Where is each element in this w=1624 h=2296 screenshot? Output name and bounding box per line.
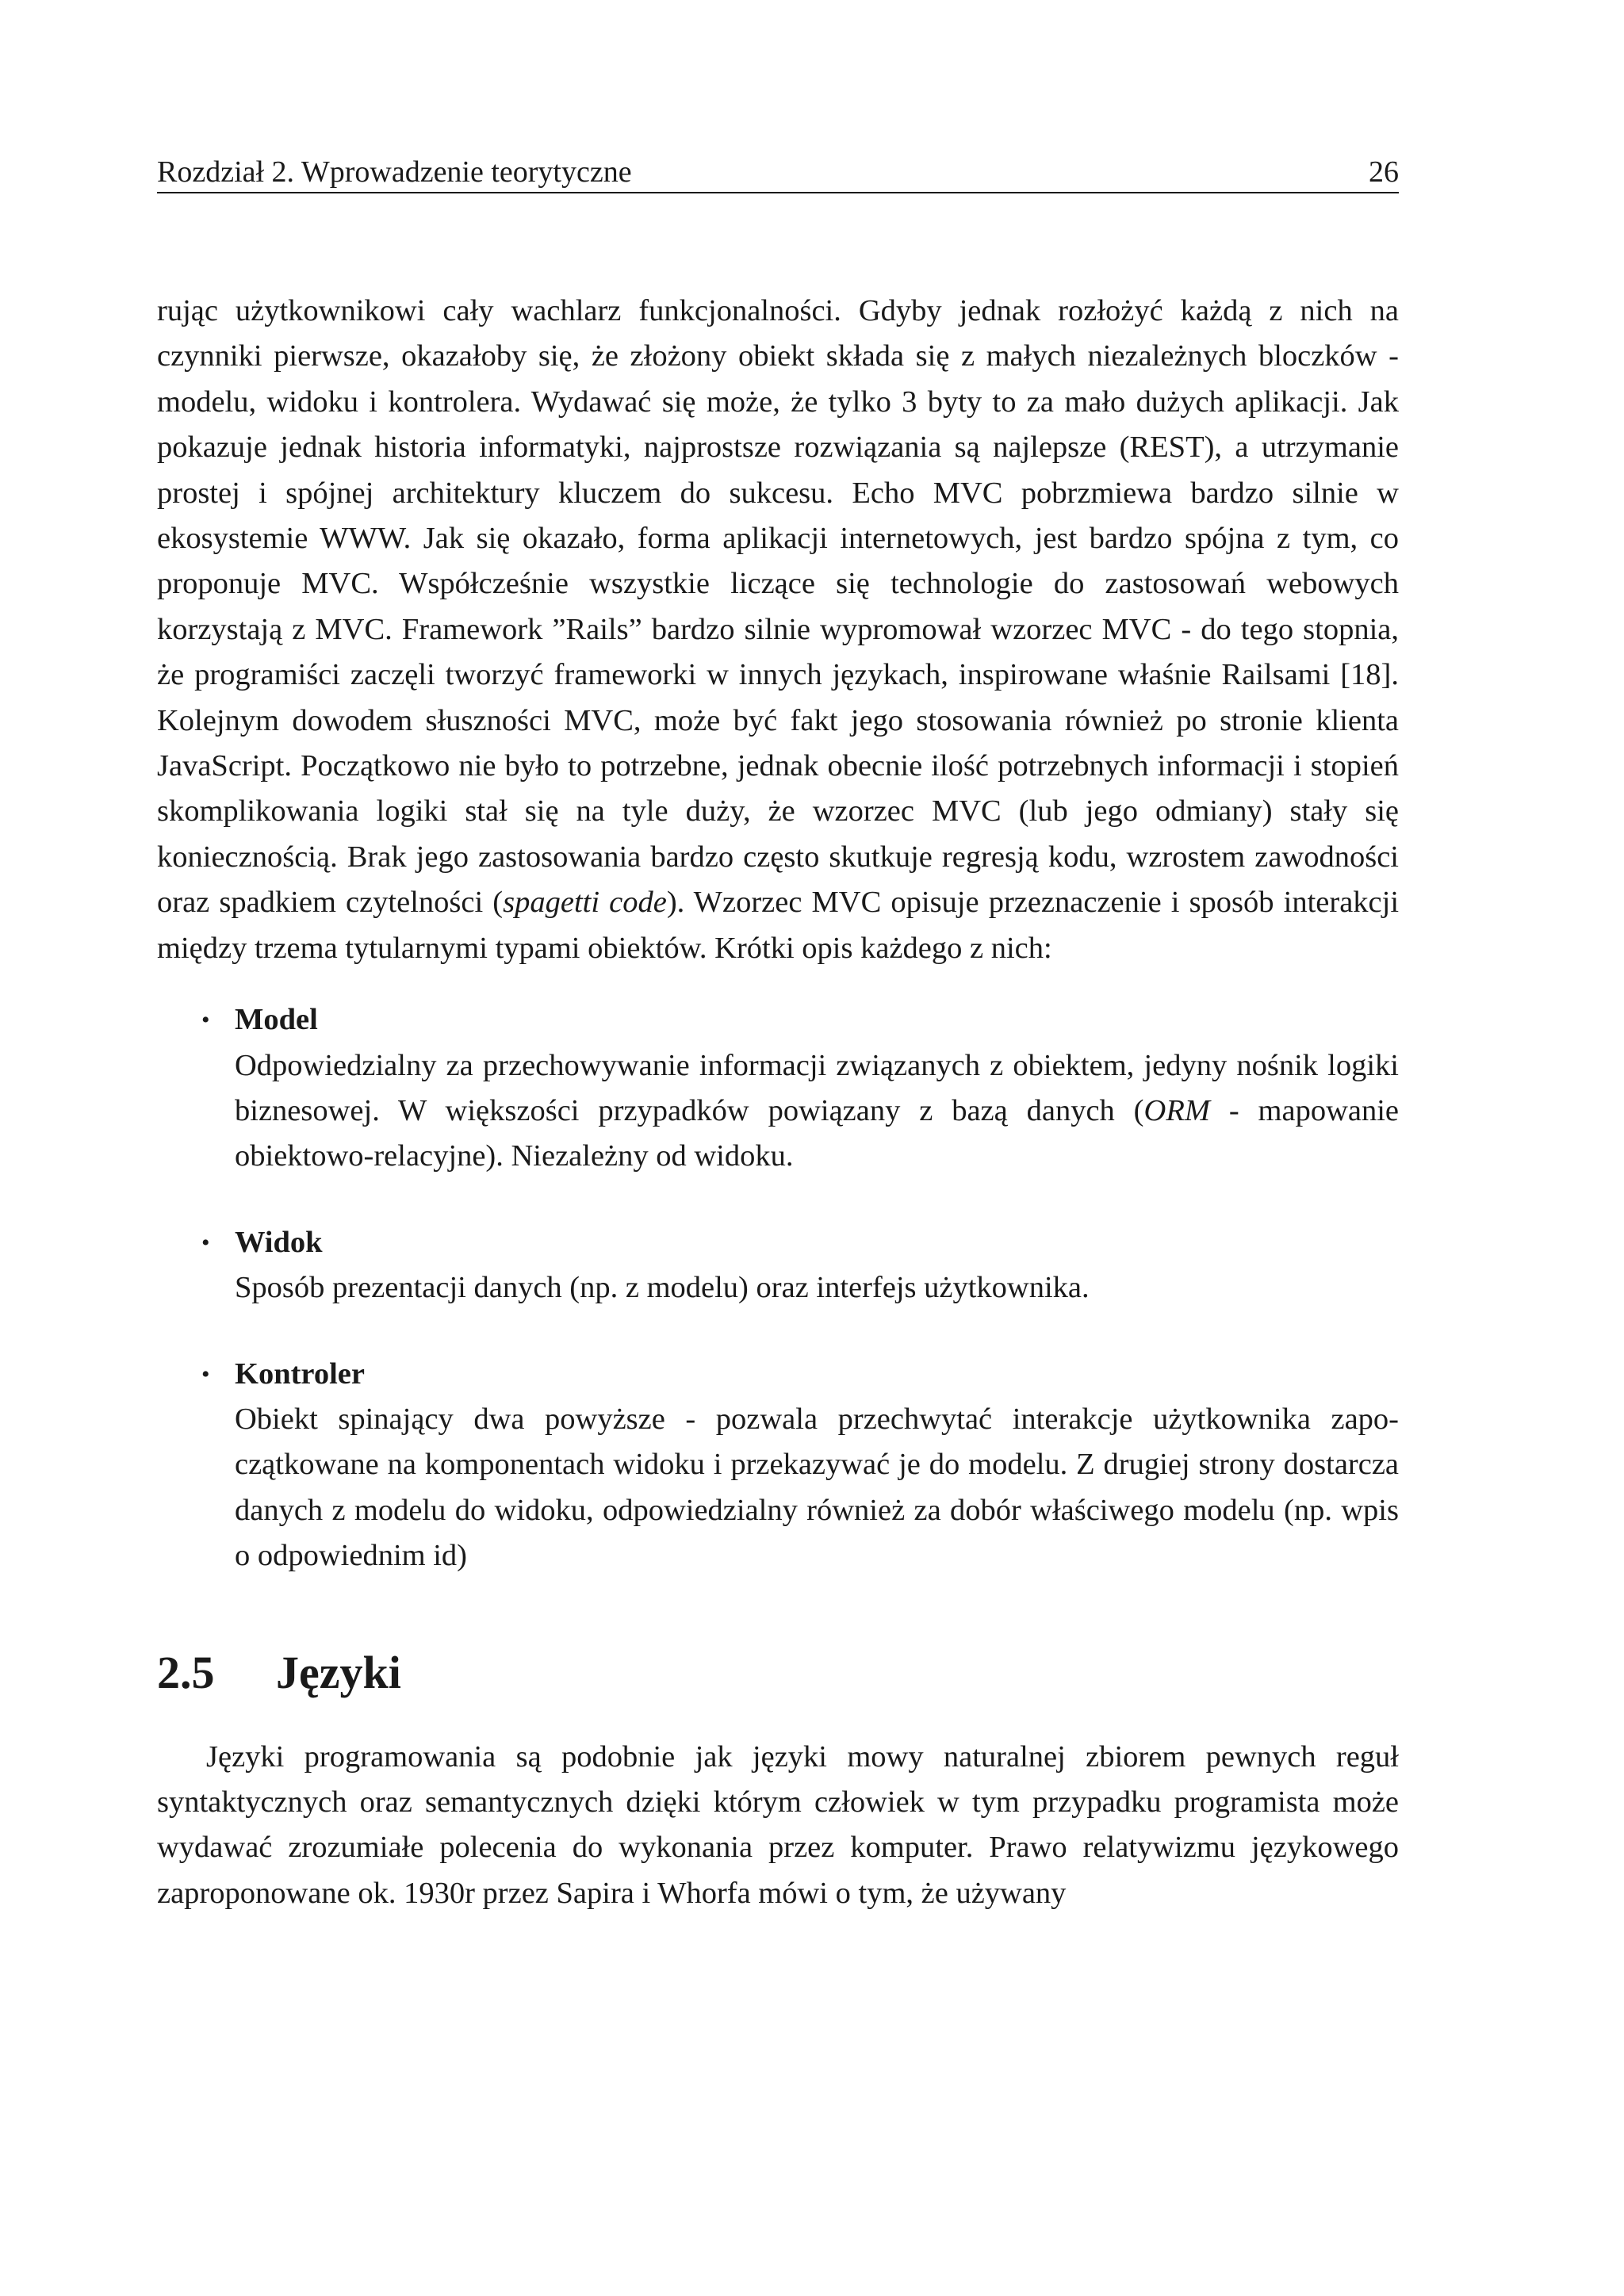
list-item-title: Model <box>235 1003 318 1037</box>
list-item-text: Obiekt spinający dwa powyższe - pozwala przechwytać interakcje użytkownika zapoczątkowane na komponentach widoku i przekazywać je do modelu. Z drugiej strony dostarcza danych z modelu do widoku, odpowiedzialny również za dobór właściwego modelu (np. wpis o odpowiednim id) <box>235 1402 1399 1573</box>
intro-paragraph <box>157 289 1399 971</box>
list-item-model <box>157 997 1399 1180</box>
page-body <box>157 289 1399 1916</box>
intro-text-1: rując użytkownikowi cały wachlarz funkcjonalności. Gdyby jednak rozłożyć każdą z nich na czynniki pierwsze, okazałoby się, że złożony obiekt składa się z małych niezależnych bloczków - modelu, widoku i kontrolera. Wydawać się może, że tylko 3 byty to za mało dużych aplikacji. Jak pokazuje jednak historia informatyki, najprostsze rozwiązania są najlepsze (REST), a utrzymanie prostej i spójnej architektury kluczem do sukcesu. Echo MVC pobrzmiewa bardzo silnie w ekosystemie WWW. Jak się okazało, forma aplikacji internetowych, jest bardzo spójna z tym, co proponuje MVC. Współcześnie wszystkie liczące się technologie do zastosowań webowych korzystają z MVC. Framework ”Rails” bardzo silnie wypromował wzorzec MVC - do tego stopnia, że programiści zaczęli tworzyć frameworki w innych językach, inspirowane właśnie Railsami [18]. Kolejnym dowodem słuszności MVC, może być fakt jego stosowania również po stronie klienta JavaScript. Początkowo nie było to potrzebne, jednak obecnie ilość potrzebnych informacji i stopień skomplikowania logiki stał się na tyle duży, że wzorzec MVC (lub jego odmiany) stały się koniecznością. Brak jego zastosowania bardzo często skutkuje regresją kodu, wzrostem zawodności oraz spadkiem czytelności ( <box>157 294 1399 920</box>
list-item-text <box>235 1043 1399 1180</box>
bullet: • <box>201 1229 210 1256</box>
list-item-text: Sposób prezentacji danych (np. z modelu) oraz interfejs użytkownika. <box>235 1271 1090 1305</box>
list-item-title: Kontroler <box>235 1357 365 1391</box>
page-number: 26 <box>1369 155 1399 189</box>
section-title: Języki <box>276 1646 401 1698</box>
bullet: • <box>201 1007 210 1034</box>
chapter-title: Rozdział 2. Wprowadzenie teorytyczne <box>157 155 632 189</box>
section-paragraph: Języki programowania są podobnie jak języki mowy naturalnej zbiorem pewnych reguł syntaktycznych oraz semantycznych dzięki którym człowiek w tym przypadku programista może wydawać zrozumiałe polecenia do wykonania przez komputer. Prawo relatywizmu językowego zaproponowane ok. 1930r przez Sapira i Whorfa mówi o tym, że używany <box>157 1739 1399 1910</box>
running-header <box>157 152 1399 193</box>
list-item-text-part: - mapowanie obiektowo-relacyjne). Niezależny od widoku. <box>235 1093 1399 1173</box>
list-item-title: Widok <box>235 1225 323 1259</box>
list-item-kontroler <box>157 1352 1399 1579</box>
intro-text-2: ). Wzorzec MVC opisuje przeznaczenie i sposób interakcji między trzema tytularnymi typami obiektów. Krótki opis każdego z nich: <box>157 886 1400 965</box>
list-item-italic-term: ORM <box>1143 1093 1210 1127</box>
list-item-text-part: Odpowiedzialny za przechowywanie informacji związanych z obiektem, jedyny nośnik logiki biznesowej. W większości przypadków powiązany z bazą danych ( <box>235 1048 1399 1127</box>
document-page <box>157 0 1399 2296</box>
section-number: 2.5 <box>157 1646 215 1698</box>
intro-italic-term: spagetti code <box>503 886 667 920</box>
bullet: • <box>201 1360 210 1387</box>
section-heading <box>157 1645 1399 1701</box>
mvc-component-list <box>157 997 1399 1578</box>
list-item-widok <box>157 1220 1399 1311</box>
